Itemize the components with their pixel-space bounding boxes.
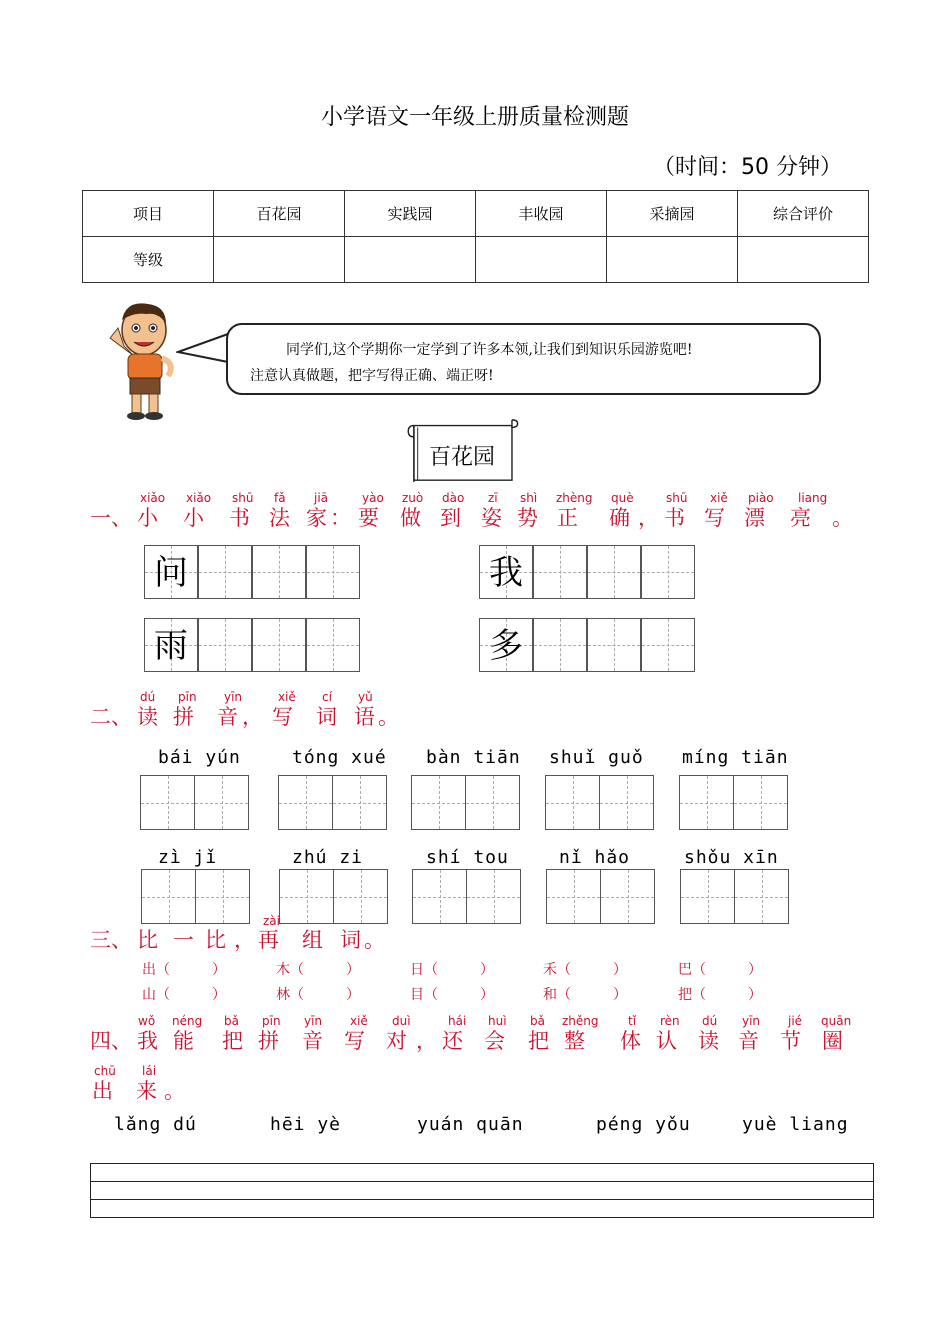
grid-cell[interactable] [198,618,252,672]
grid-cell[interactable] [533,545,587,599]
hanzi: 家 [306,506,327,530]
table-cell: 百花园 [214,191,345,237]
pinyin-word: míng tiān [682,747,789,768]
pinyin: xiǎo [186,491,212,505]
grid-cell [479,545,533,599]
hanzi: 词 [316,705,337,729]
hanzi: 语 [354,705,375,729]
table-cell: 综合评价 [738,191,869,237]
model-character: 雨 [154,626,188,666]
hanzi: 姿 [481,506,502,530]
cartoon-boy-illustration [104,298,184,423]
hanzi: 词 [340,928,361,952]
table-cell: 实践园 [345,191,476,237]
hanzi: 把 [528,1029,549,1053]
hanzi: 读 [698,1029,719,1053]
answer-box[interactable] [545,775,655,830]
pinyin: fǎ [274,491,286,505]
grid-cell[interactable] [252,618,306,672]
hanzi: 出 [92,1079,113,1103]
hanzi: 把 [222,1029,243,1053]
grid-cell[interactable] [306,618,360,672]
pinyin-word: shǒu xīn [684,847,779,868]
bubble-line-2: 注意认真做题，把字写得正确、端正呀! [250,368,494,384]
pinyin: shū [232,491,254,505]
pinyin: xiě [350,1014,368,1028]
pinyin: hái [448,1014,467,1028]
word-blank[interactable]: 巴（ ） [678,962,762,978]
answer-box[interactable] [679,775,789,830]
answer-box[interactable] [546,869,656,924]
hanzi: 还 [442,1029,463,1053]
hanzi: ， [638,506,659,530]
pinyin: zài [263,914,280,928]
pinyin-word: hēi yè [270,1114,342,1135]
pinyin-word: yuán quān [417,1114,524,1135]
hanzi: 音 [217,705,238,729]
table-row [83,237,869,283]
pinyin: dú [702,1014,718,1028]
answer-box[interactable] [412,869,522,924]
pinyin: yīn [742,1014,761,1028]
grade-input-cell[interactable] [738,237,869,283]
hanzi: 来 [136,1079,157,1103]
hanzi: 到 [440,506,461,530]
word-blank[interactable]: 林（ ） [276,987,360,1003]
pinyin: shū [666,491,688,505]
pinyin-word: zì jǐ [158,847,218,868]
hanzi: ： [330,506,351,530]
question-number: 一、 [90,506,132,530]
table-row [83,191,869,237]
hanzi: 法 [269,506,290,530]
hanzi: 写 [272,705,293,729]
hanzi: 。 [378,705,399,729]
hanzi: 一 [173,928,194,952]
hanzi: 写 [344,1029,365,1053]
hanzi: 要 [358,506,379,530]
hanzi: 漂 [744,506,765,530]
grid-cell [144,618,198,672]
pinyin: yǔ [358,690,373,704]
time-limit: （时间：50 分钟） [653,155,842,180]
writing-line[interactable] [91,1164,873,1182]
pinyin: xiě [710,491,728,505]
answer-box[interactable] [278,775,388,830]
pinyin: zhèng [556,491,593,505]
pinyin: pīn [262,1014,281,1028]
table-cell: 采摘园 [607,191,738,237]
grade-input-cell[interactable] [476,237,607,283]
grid-cell[interactable] [641,545,695,599]
pinyin-word: péng yǒu [596,1114,691,1135]
grade-input-cell[interactable] [345,237,476,283]
grid-cell[interactable] [252,545,306,599]
pinyin: néng [172,1014,203,1028]
word-blank[interactable]: 出（ ） [142,962,226,978]
pinyin: shì [520,491,538,505]
writing-lines[interactable] [90,1163,874,1218]
bubble-line-1: 同学们,这个学期你一定学到了许多本领,让我们到知识乐园游览吧! [286,342,693,358]
grid-cell [479,618,533,672]
bubble-tail [176,330,232,370]
pinyin-word: tóng xué [292,747,387,768]
hanzi: 组 [302,928,323,952]
grade-table [82,190,869,283]
grade-input-cell[interactable] [214,237,345,283]
table-cell: 等级 [83,237,214,283]
hanzi: 正 [557,506,578,530]
hanzi: 写 [704,506,725,530]
pinyin: xiǎo [140,491,166,505]
word-blank[interactable]: 木（ ） [276,962,360,978]
pinyin: yīn [224,690,243,704]
hanzi: 再 [258,928,279,952]
hanzi: 节 [780,1029,801,1053]
hanzi: 对 [386,1029,407,1053]
table-cell: 丰收园 [476,191,607,237]
word-blank[interactable]: 日（ ） [410,962,494,978]
pinyin-word: shí tou [426,847,509,868]
answer-box[interactable] [411,775,521,830]
grid-cell[interactable] [587,618,641,672]
pinyin-word: yuè liang [742,1114,849,1135]
question-number: 二、 [90,705,132,729]
pinyin-word: zhú zi [292,847,364,868]
pinyin: yào [362,491,384,505]
grade-input-cell[interactable] [607,237,738,283]
hanzi: ， [416,1029,437,1053]
hanzi: 势 [517,506,538,530]
pinyin: zhěng [562,1014,599,1028]
page-title: 小学语文一年级上册质量检测题 [320,105,629,130]
answer-box[interactable] [680,869,790,924]
pinyin-word: nǐ hǎo [559,847,631,868]
hanzi: ， [242,705,263,729]
pinyin: cí [322,690,332,704]
word-blank[interactable]: 山（ ） [142,987,226,1003]
word-blank[interactable]: 目（ ） [410,987,494,1003]
answer-box[interactable] [140,775,250,830]
hanzi: 亮 [790,506,811,530]
pinyin: zī [488,491,498,505]
hanzi: 小 [137,506,158,530]
pinyin-word: shuǐ guǒ [549,747,644,768]
hanzi: ， [234,928,255,952]
question-number: 三、 [90,928,132,952]
answer-box[interactable] [279,869,389,924]
hanzi: 我 [137,1029,158,1053]
grid-cell[interactable] [587,545,641,599]
pinyin: xiě [278,690,296,704]
hanzi: 能 [173,1029,194,1053]
hanzi: 做 [400,506,421,530]
hanzi: 整 [564,1029,585,1053]
grid-cell [144,545,198,599]
model-character: 我 [489,553,523,593]
hanzi: 音 [738,1029,759,1053]
hanzi: 音 [302,1029,323,1053]
hanzi: 。 [164,1079,185,1103]
pinyin: dú [140,690,156,704]
pinyin: dào [442,491,465,505]
hanzi: 小 [183,506,204,530]
pinyin: wǒ [138,1014,156,1028]
pinyin: liang [798,491,828,505]
hanzi: 书 [229,506,250,530]
word-blank[interactable]: 禾（ ） [543,962,627,978]
pinyin: chū [94,1064,116,1078]
grid-cell[interactable] [533,618,587,672]
writing-line[interactable] [91,1200,873,1218]
pinyin: yīn [304,1014,323,1028]
table-cell: 项目 [83,191,214,237]
hanzi: 比 [137,928,158,952]
hanzi: 。 [832,506,853,530]
pinyin: bǎ [530,1014,545,1028]
hanzi: 拼 [258,1029,279,1053]
pinyin-word: lǎng dú [114,1114,197,1135]
pinyin: pīn [178,690,197,704]
question-number: 四、 [90,1029,132,1053]
speech-bubble [226,323,821,395]
model-character: 多 [489,626,523,666]
pinyin: huì [488,1014,507,1028]
hanzi: 认 [656,1029,677,1053]
pinyin: què [611,491,634,505]
pinyin-word: bái yún [158,747,241,768]
hanzi: 拼 [173,705,194,729]
hanzi: 体 [620,1029,641,1053]
word-blank[interactable]: 把（ ） [678,987,762,1003]
pinyin: piào [748,491,774,505]
hanzi: 会 [484,1029,505,1053]
pinyin: rèn [660,1014,680,1028]
pinyin: quān [821,1014,852,1028]
hanzi: 圈 [822,1029,843,1053]
model-character: 问 [154,553,188,593]
hanzi: 确 [609,506,630,530]
hanzi: 。 [364,928,385,952]
grid-cell[interactable] [641,618,695,672]
word-blank[interactable]: 和（ ） [543,987,627,1003]
pinyin: zuò [402,491,424,505]
writing-line[interactable] [91,1182,873,1200]
pinyin-word: bàn tiān [426,747,521,768]
pinyin: jiā [314,491,329,505]
hanzi: 比 [205,928,226,952]
section-banner: 百花园 [428,445,495,470]
answer-box[interactable] [141,869,251,924]
grid-cell[interactable] [198,545,252,599]
hanzi: 读 [137,705,158,729]
pinyin: lái [142,1064,157,1078]
pinyin: duì [392,1014,411,1028]
hanzi: 书 [664,506,685,530]
grid-cell[interactable] [306,545,360,599]
pinyin: jié [788,1014,803,1028]
pinyin: bǎ [224,1014,239,1028]
pinyin: tǐ [628,1014,637,1028]
